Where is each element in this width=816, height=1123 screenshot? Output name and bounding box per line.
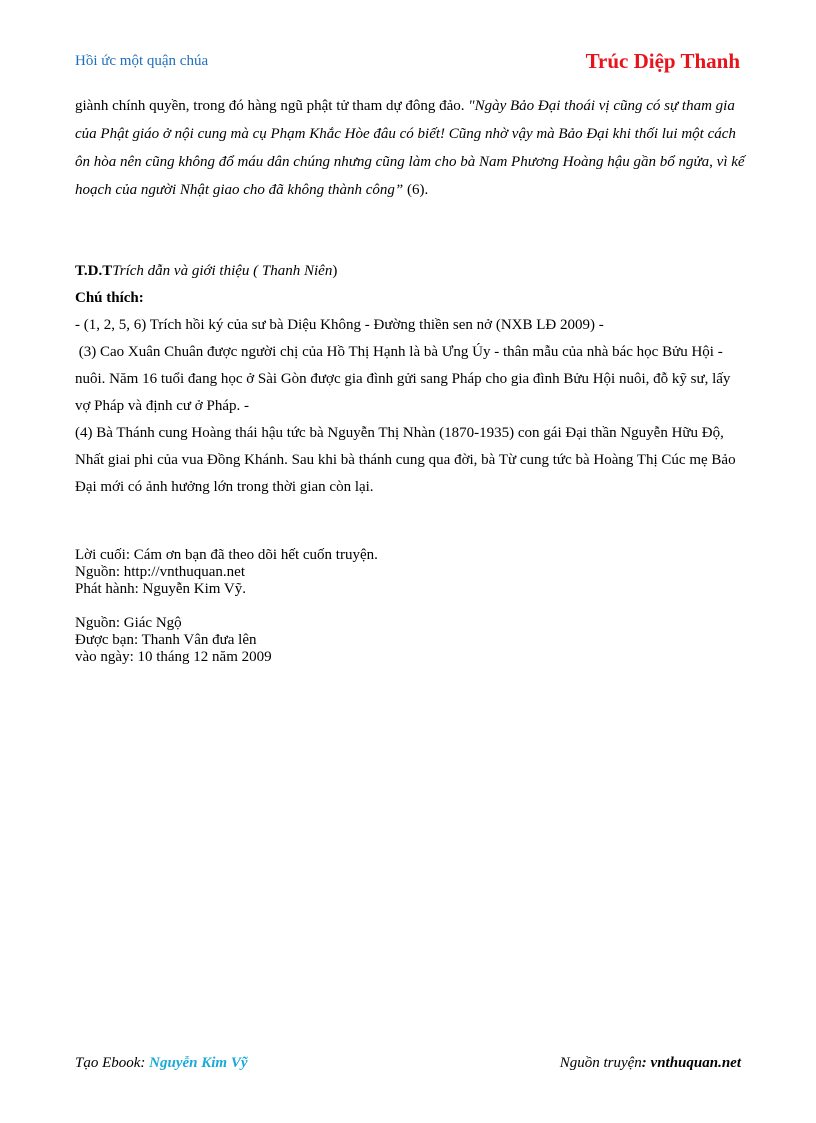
paragraph-plain-text: giành chính quyền, trong đó hàng ngũ phật tử tham dự đông đảo. [75, 98, 469, 114]
ending-date: vào ngày: 10 tháng 12 năm 2009 [75, 649, 272, 665]
signature-line [75, 258, 745, 285]
note-item: (4) Bà Thánh cung Hoàng thái hậu tức bà Nguyễn Thị Nhàn (1870-1935) con gái Đại thần Nguyễn Hữu Độ, Nhất giai phi của vua Đồng Khánh. Sau khi bà thánh cung qua đời, bà Từ cung tức bà Hoàng Thị Cúc mẹ Bảo Đại mới có ảnh hưởng lớn trong thời gian còn lại. [75, 425, 736, 495]
note-item: - (1, 2, 5, 6) Trích hồi ký của sư bà Diệu Không - Đường thiền sen nở (NXB LĐ 2009) - [75, 317, 604, 333]
footer-source-credit [560, 1055, 741, 1072]
footer-source-sep: : [641, 1055, 651, 1071]
footer-ebook-sep: : [140, 1055, 150, 1071]
header-author: Trúc Diệp Thanh [585, 49, 740, 73]
header-book-title: Hồi ức một quận chúa [75, 53, 209, 69]
footer-ebook-label: Tạo Ebook [75, 1055, 141, 1071]
footer-ebook-credit [75, 1055, 248, 1072]
footer-source-label: Nguồn truyện [559, 1055, 642, 1071]
ending-source-url: Nguồn: http://vnthuquan.net [75, 564, 245, 580]
signature-source: Trích dẫn và giới thiệu ( Thanh Niên [112, 263, 333, 279]
ending-section [75, 547, 745, 666]
notes-heading: Chú thích: [75, 290, 144, 306]
footer-ebook-name: Nguyễn Kim Vỹ [149, 1055, 248, 1071]
ending-uploader: Được bạn: Thanh Vân đưa lên [75, 632, 257, 648]
signature-close: ) [332, 263, 338, 279]
ending-source: Nguồn: Giác Ngộ [75, 615, 182, 631]
footer-source-site: vnthuquan.net [650, 1055, 741, 1071]
ending-thanks: Lời cuối: Cám ơn bạn đã theo dõi hết cuốn truyện. [75, 547, 378, 563]
notes-section [75, 258, 745, 501]
ending-publisher: Phát hành: Nguyễn Kim Vỹ. [75, 581, 246, 597]
body-paragraph [75, 92, 745, 204]
paragraph-reference: (6). [403, 182, 429, 198]
signature-initials: T.D.T [75, 263, 113, 279]
paragraph-quote: "Ngày Bảo Đại thoái vị cũng có sự tham gia của Phật giáo ở nội cung mà cụ Phạm Khắc Hòe đâu có biết! Cũng nhờ vậy mà Bảo Đại khi thối lui một cách ôn hòa nên cũng không đổ máu dân chúng nhưng cũng làm cho bà Nam Phương Hoàng hậu gần bổ ngửa, vì kế hoạch của người Nhật giao cho đã không thành công” [75, 98, 745, 198]
note-item: (3) Cao Xuân Chuân được người chị của Hồ Thị Hạnh là bà Ưng Úy - thân mẫu của nhà bác học Bửu Hội - nuôi. Năm 16 tuổi đang học ở Sài Gòn được gia đình gửi sang Pháp cho gia đình Bửu Hội nuôi, đỗ kỹ sư, lấy vợ Pháp và định cư ở Pháp. - [75, 344, 735, 414]
